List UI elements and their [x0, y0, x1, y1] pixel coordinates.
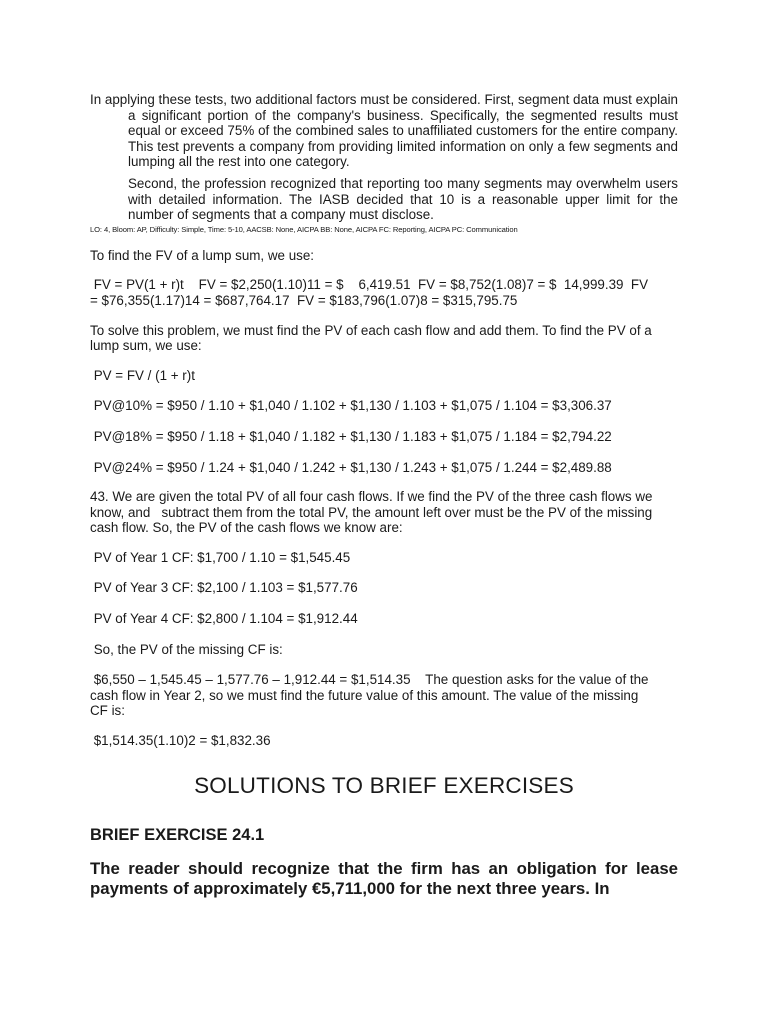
pv-18-line: PV@18% = $950 / 1.18 + $1,040 / 1.182 + $1,130 / 1.183 + $1,075 / 1.184 = $2,794.22 [90, 428, 612, 444]
section-heading: SOLUTIONS TO BRIEF EXERCISES [194, 772, 574, 798]
q43-line-2: know, and subtract them from the total PV, the amount left over must be the PV of the missing [90, 504, 653, 520]
missing-cf-result: $1,514.35(1.10)2 = $1,832.36 [90, 733, 271, 749]
calc-line-3: CF is: [90, 703, 125, 719]
calc-line-2: cash flow in Year 2, so we must find the future value of this amount. The value of the missing [90, 687, 639, 703]
fv-calculations [90, 277, 678, 308]
exercise-heading: BRIEF EXERCISE 24.1 [90, 825, 265, 844]
exercise-answer: The reader should recognize that the firm has an obligation for lease payments of approximately €5,711,000 for the next three years. In [90, 858, 678, 899]
pv-10-line: PV@10% = $950 / 1.10 + $1,040 / 1.102 + $1,130 / 1.103 + $1,075 / 1.104 = $3,306.37 [90, 398, 612, 414]
pv-year1: PV of Year 1 CF: $1,700 / 1.10 = $1,545.45 [90, 549, 351, 565]
missing-cf-calculation [90, 672, 678, 719]
q43-line-1: 43. We are given the total PV of all four cash flows. If we find the PV of the three cash flows we [90, 489, 653, 505]
pv-year3: PV of Year 3 CF: $2,100 / 1.103 = $1,577.76 [90, 580, 358, 596]
pv-formula: PV = FV / (1 + r)t [90, 367, 195, 383]
document-page [90, 92, 678, 900]
question-43 [90, 489, 678, 536]
fv-line-1: FV = PV(1 + r)t FV = $2,250(1.10)11 = $ 6,419.51 FV = $8,752(1.08)7 = $ 14,999.39 FV [90, 277, 649, 293]
segment-limit-paragraph: Second, the profession recognized that reporting too many segments may overwhelm users with detailed information. The IASB decided that 10 is a reasonable upper limit for the number of segments that a company must disclose. [128, 175, 678, 223]
pv-intro: To solve this problem, we must find the PV of each cash flow and add them. To find the PV of a lump sum, we use: [90, 322, 652, 354]
pv-24-line: PV@24% = $950 / 1.24 + $1,040 / 1.242 + $1,130 / 1.243 + $1,075 / 1.244 = $2,489.88 [90, 459, 612, 475]
segment-factors-paragraph: In applying these tests, two additional factors must be considered. First, segment data must explain a significant portion of the company's business. Specifically, the segmented results must equal or exceed 75% of the combined sales to unaffiliated customers for the entire company. This test prevents a company from providing limited information on only a few segments and lumping all the rest into one category. [90, 92, 679, 170]
pv-year4: PV of Year 4 CF: $2,800 / 1.104 = $1,912.44 [90, 611, 358, 627]
missing-cf-intro: So, the PV of the missing CF is: [90, 641, 283, 657]
learning-objective-line: LO: 4, Bloom: AP, Difficulty: Simple, Time: 5-10, AACSB: None, AICPA BB: None, AICPA FC: Reporting, AICPA PC: Communication [90, 224, 518, 234]
q43-line-3: cash flow. So, the PV of the cash flows we know are: [90, 520, 403, 536]
fv-intro: To find the FV of a lump sum, we use: [90, 247, 315, 263]
fv-line-2: = $76,355(1.17)14 = $687,764.17 FV = $183,796(1.07)8 = $315,795.75 [90, 292, 518, 308]
calc-line-1: $6,550 – 1,545.45 – 1,577.76 – 1,912.44 = $1,514.35 The question asks for the value of the [90, 672, 649, 688]
